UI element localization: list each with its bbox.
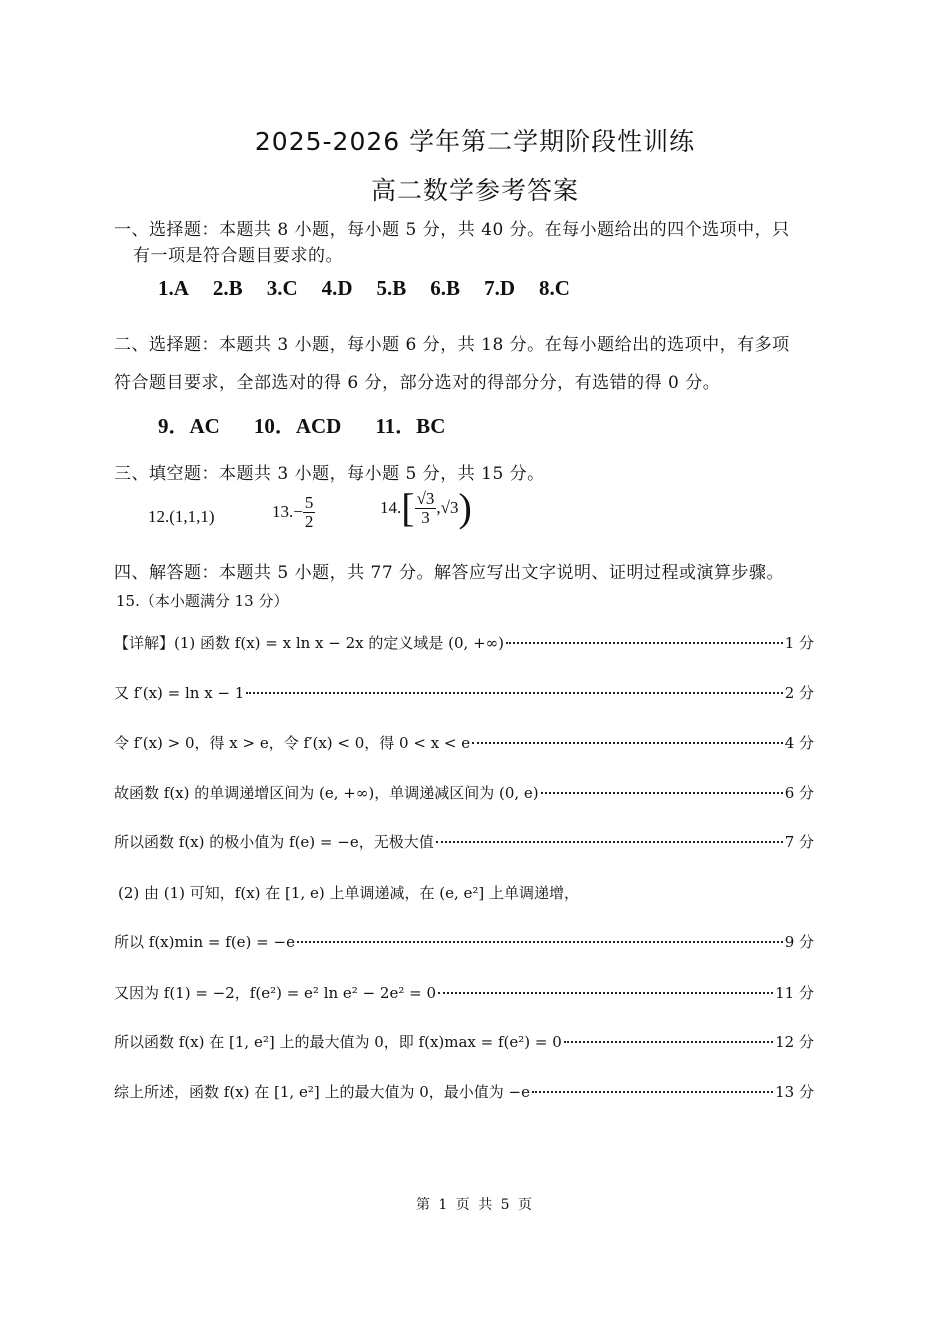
answer-13	[272, 494, 315, 531]
solution-step	[114, 931, 814, 952]
answer-13-fraction	[303, 494, 316, 531]
section-1-instructions-line1: 一、选择题：本题共 8 小题，每小题 5 分，共 40 分。在每小题给出的四个选项中，只	[114, 220, 790, 240]
solution-step	[114, 732, 814, 753]
page-number: 第 1 页 共 5 页	[415, 1197, 535, 1213]
solution-step-points: 4 分	[784, 734, 814, 752]
solution-step	[114, 632, 814, 653]
answer-item: 7.D	[484, 276, 515, 300]
section-4-instructions: 四、解答题：本题共 5 小题，共 77 分。解答应写出文字说明、证明过程或演算步骤。	[114, 563, 785, 583]
section-1-instructions-line2: 有一项是符合题目要求的。	[133, 246, 343, 266]
solution-step-text: (2) 由 (1) 可知，f(x) 在 [1, e) 上单调递减，在 (e, e²] 上单调递增，	[118, 884, 580, 902]
answer-item: 11．BC	[375, 414, 446, 438]
answer-13-prefix: 13.−	[272, 502, 303, 522]
solution-step-text: 所以函数 f(x) 在 [1, e²] 上的最大值为 0，即 f(x)max = f(e²) = 0	[114, 1033, 562, 1051]
solution-step-text: 令 f′(x) > 0，得 x > e，令 f′(x) < 0，得 0 < x < e	[114, 734, 471, 752]
solution-step-text: 又 f′(x) = ln x − 1	[114, 684, 245, 702]
leader-dots	[506, 642, 783, 644]
answer-item: 9．AC	[158, 414, 220, 438]
answer-item: 2.B	[212, 276, 243, 300]
leader-dots	[472, 742, 783, 744]
answer-item: 8.C	[538, 276, 570, 300]
solution-step	[114, 1081, 814, 1102]
solution-step-text: 又因为 f(1) = −2，f(e²) = e² ln e² − 2e² = 0	[114, 984, 436, 1002]
page-title: 2025-2026 学年第二学期阶段性训练	[254, 127, 696, 156]
solution-step-text: 故函数 f(x) 的单调递增区间为 (e, +∞)，单调递减区间为 (0, e)	[114, 784, 539, 802]
answer-item: 6.B	[430, 276, 461, 300]
leader-dots	[532, 1091, 773, 1093]
leader-dots	[541, 792, 783, 794]
solution-step	[114, 1031, 814, 1052]
solution-step	[114, 682, 814, 703]
solution-step-text: 所以 f(x)min = f(e) = −e	[114, 933, 295, 951]
solution-step-points: 7 分	[784, 833, 814, 851]
right-paren-icon: )	[458, 485, 472, 530]
leader-dots	[564, 1041, 773, 1043]
answer-14-prefix: 14.	[380, 498, 402, 517]
leader-dots	[246, 692, 782, 694]
section-3-instructions: 三、填空题：本题共 3 小题，每小题 5 分，共 15 分。	[114, 464, 545, 484]
answer-14-fraction	[415, 490, 437, 527]
solution-step-points: 6 分	[784, 784, 814, 802]
answer-item: 3.C	[266, 276, 298, 300]
answer-item: 5.B	[376, 276, 407, 300]
leader-dots	[436, 841, 783, 843]
answer-14	[380, 485, 472, 530]
fraction-numerator: 5	[304, 493, 314, 512]
answer-14-rest: ,√3	[436, 498, 459, 517]
section-2-instructions-line1: 二、选择题：本题共 3 小题，每小题 6 分，共 18 分。在每小题给出的选项中，有多项	[114, 335, 790, 355]
fraction-denominator: 3	[421, 507, 430, 527]
page-subtitle: 高二数学参考答案	[370, 176, 579, 205]
solution-step-points: 2 分	[784, 684, 814, 702]
section-1-answers	[158, 276, 570, 301]
answer-item: 4.D	[321, 276, 353, 300]
answer-item: 1.A	[158, 276, 189, 300]
answer-item: 10．ACD	[253, 414, 342, 438]
answer-12: 12.(1,1,1)	[148, 507, 215, 526]
section-2-instructions-line2: 符合题目要求，全部选对的得 6 分，部分选对的得部分分，有选错的得 0 分。	[114, 373, 721, 393]
leader-dots	[297, 941, 783, 943]
solution-step-points: 12 分	[775, 1033, 814, 1051]
solution-step	[114, 831, 814, 852]
solution-step-points: 1 分	[784, 634, 814, 652]
solution-step-text: 所以函数 f(x) 的极小值为 f(e) = −e，无极大值	[114, 833, 434, 851]
question-15-title: 15.（本小题满分 13 分）	[116, 592, 289, 610]
solution-step-points: 9 分	[784, 933, 814, 951]
left-bracket-icon: [	[401, 485, 415, 530]
solution-step-points: 13 分	[775, 1083, 814, 1101]
solution-step-text: 【详解】(1) 函数 f(x) = x ln x − 2x 的定义域是 (0, +∞)	[114, 634, 505, 652]
solution-step-points: 11 分	[775, 984, 814, 1002]
fraction-denominator: 2	[304, 511, 314, 531]
leader-dots	[438, 992, 773, 994]
fraction-numerator: √3	[416, 488, 435, 508]
solution-step	[114, 782, 814, 803]
solution-step	[114, 982, 814, 1003]
solution-step-text: 综上所述，函数 f(x) 在 [1, e²] 上的最大值为 0，最小值为 −e	[114, 1083, 530, 1101]
section-2-answers	[158, 410, 445, 440]
